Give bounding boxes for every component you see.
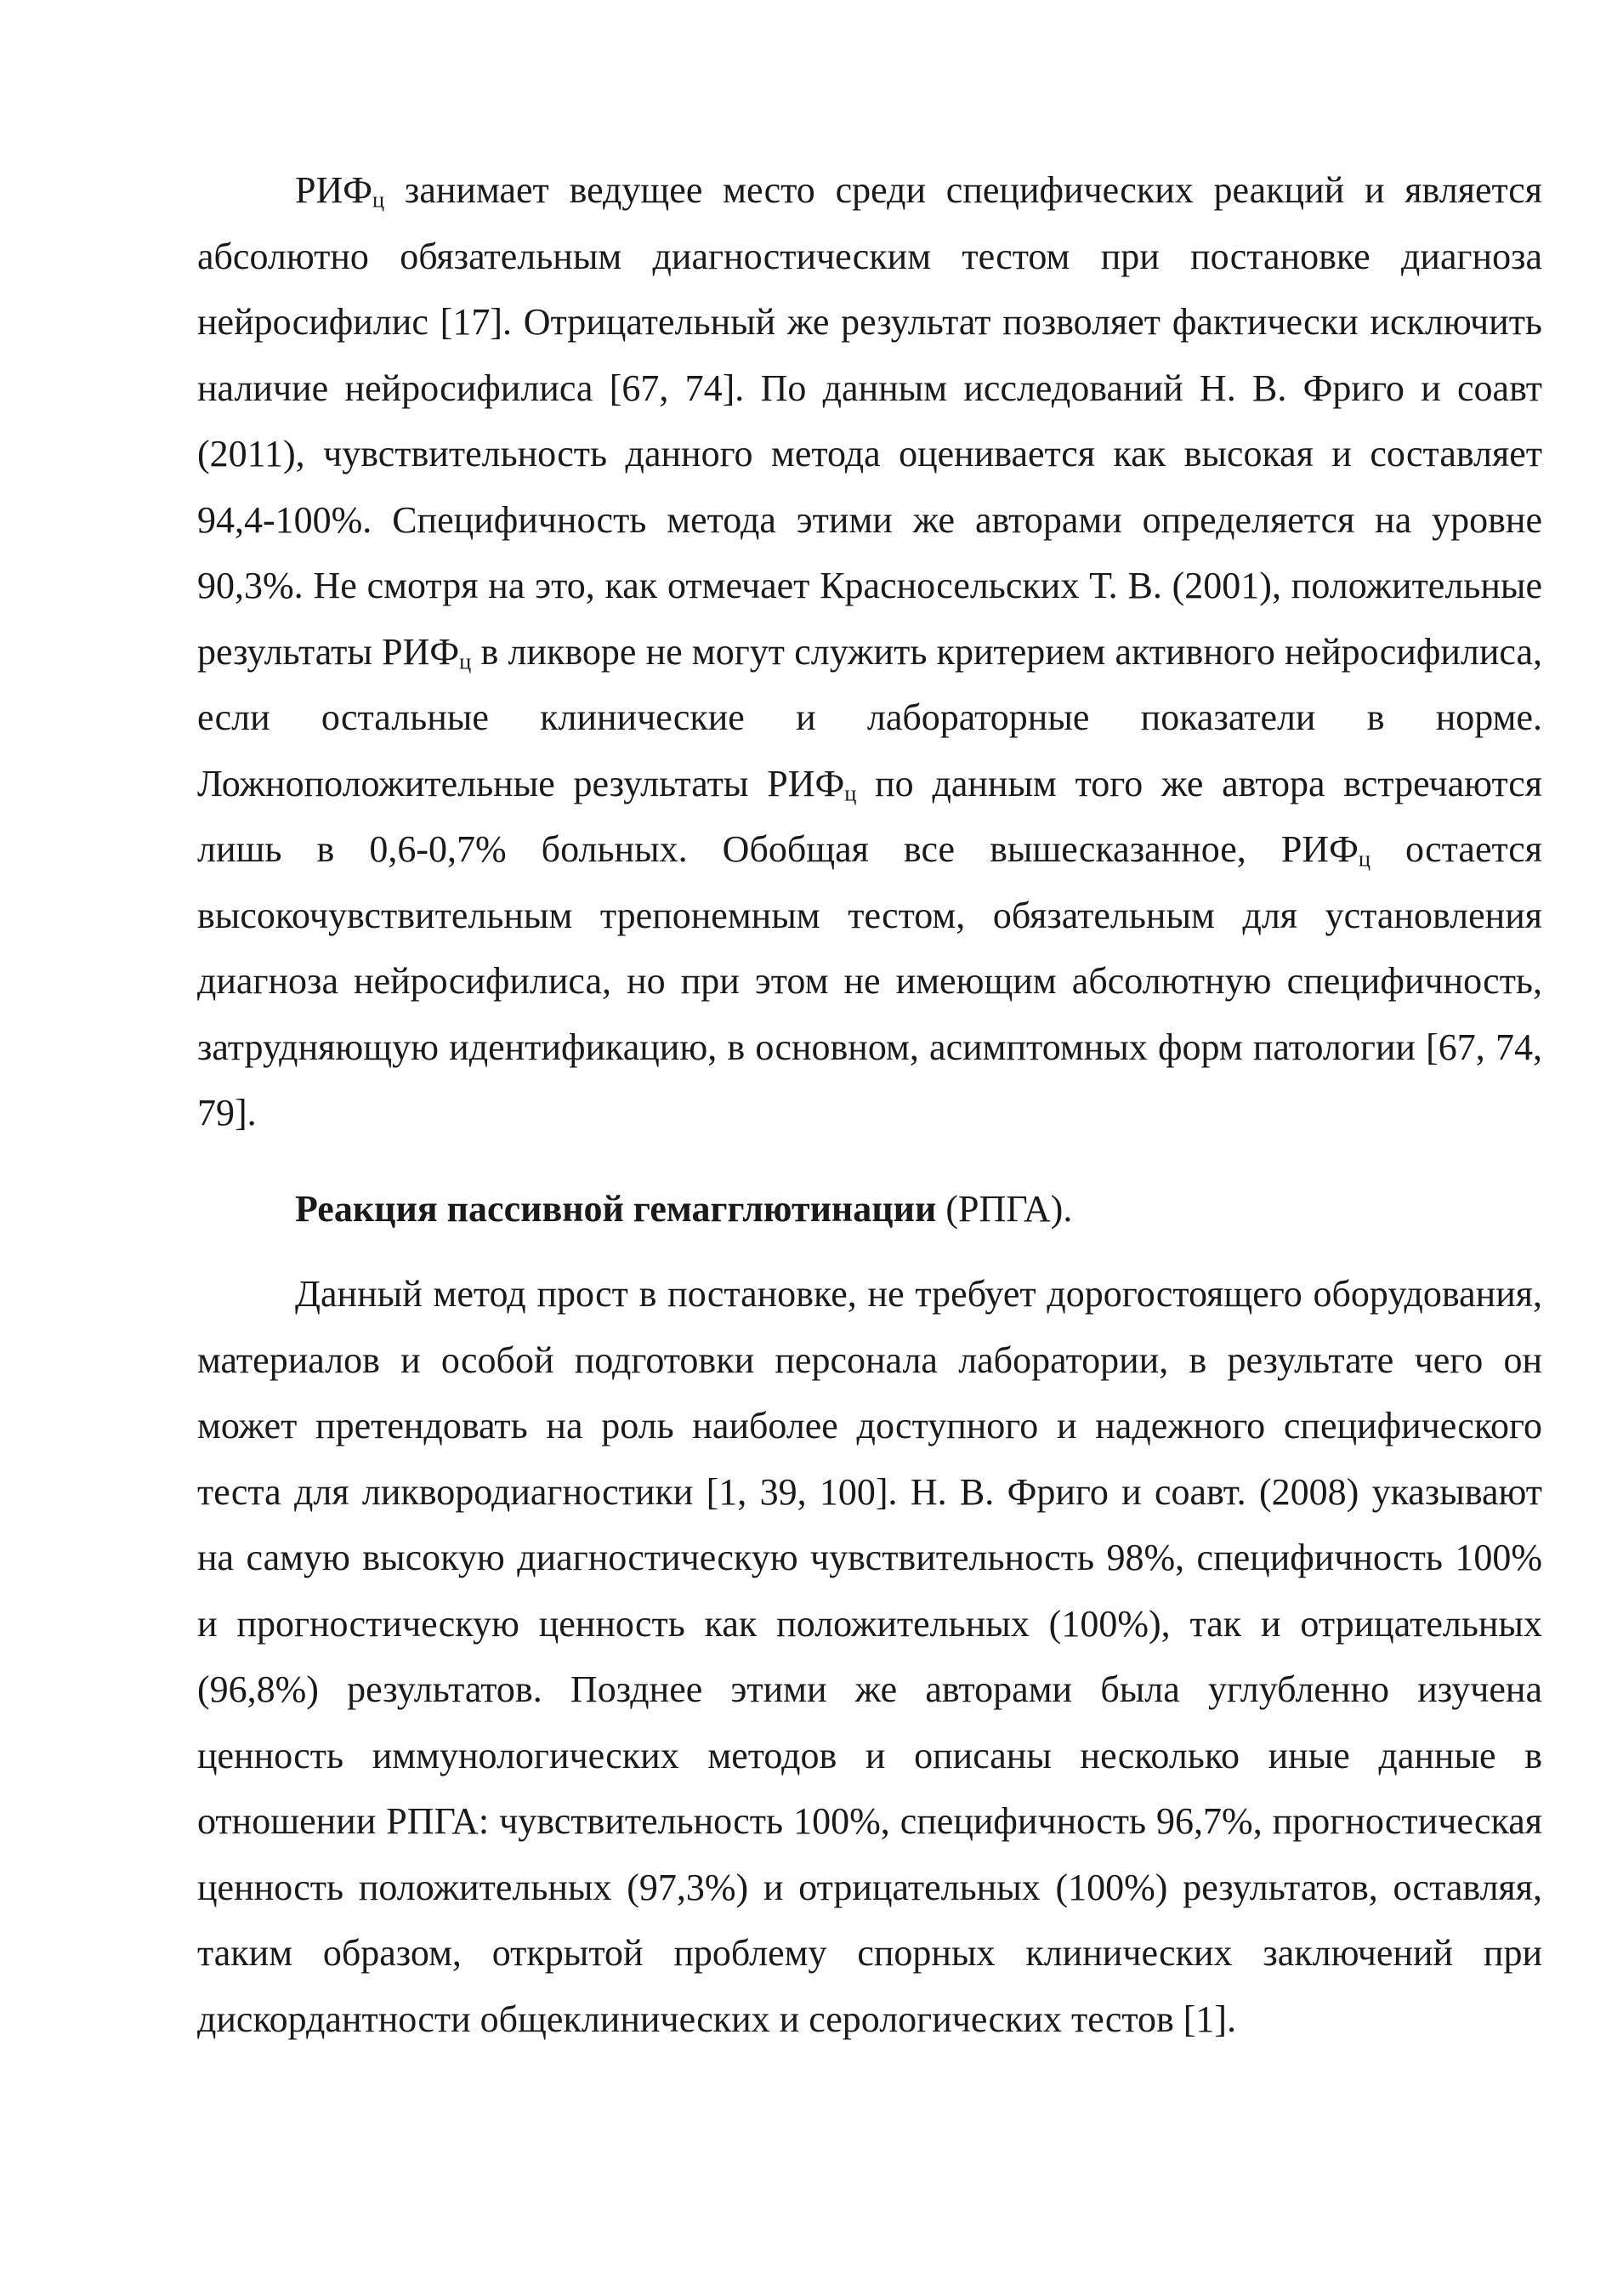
- rif-term: РИФ: [767, 762, 845, 804]
- text-run: остается высокочувствительным трепонемным тестом, обязательным для установления диагноза нейросифилиса, но при этом не имеющим абсолютную специфичность, затрудняющую идентификацию, в основном, асимптомных форм патологии [67, 74, 79].: [197, 828, 1543, 1134]
- heading-text: [197, 1176, 1542, 1242]
- rif-subscript: ц: [844, 779, 857, 805]
- rif-term: РИФ: [1280, 828, 1359, 870]
- paragraph-rif: [197, 157, 1542, 1146]
- text-run: занимает ведущее место среди специфических реакций и является абсолютно обязательным диагностическим тестом при постановке диагноза нейросифилис [17]. Отрицательный же результат позволяет фактически исключить наличие нейросифилиса [67, 74]. По данным исследований Н. В. Фриго и соавт (2011), чувствительность данного метода оценивается как высокая и составляет 94,4-100%. Специфичность метода этими же авторами определяется на уровне 90,3%. Не смотря на это, как отмечает Красносельских Т. В. (2001), положительные результаты: [197, 169, 1542, 673]
- paragraph-rpga: [197, 1261, 1542, 2052]
- rif-subscript: ц: [459, 647, 472, 673]
- section-heading: [197, 1176, 1542, 1242]
- text-run: в ликворе не могут служить критерием активного нейросифилиса, если остальные клинические и лабораторные показатели в норме. Ложноположительные результаты: [197, 630, 1543, 804]
- text-run: по данным того же автора встречаются лишь в 0,6-0,7% больных. Обобщая все вышесказанное,: [197, 762, 1542, 870]
- rif-term: РИФ: [382, 630, 460, 673]
- heading-rest: (РПГА).: [936, 1188, 1073, 1230]
- paragraph-text: Данный метод прост в постановке, не требует дорогостоящего оборудования, материалов и особой подготовки персонала лаборатории, в результате чего он может претендовать на роль наиболее доступного и надежного специфического теста для ликвородиагностики [1, 39, 100]. Н. В. Фриго и соавт. (2008) указывают на самую высокую диагностическую чувствительность 98%, специфичность 100% и прогностическую ценность как положительных (100%), так и отрицательных (96,8%) результатов. Позднее этими же авторами была углубленно изучена ценность иммунологических методов и описаны несколько иные данные в отношении РПГА: чувствительность 100%, специфичность 96,7%, прогностическая ценность положительных (97,3%) и отрицательных (100%) результатов, оставляя, таким образом, открытой проблему спорных клинических заключений при дискордантности общеклинических и серологических тестов [1].: [197, 1273, 1542, 2040]
- rif-subscript: ц: [372, 186, 385, 213]
- rif-subscript: ц: [1358, 845, 1370, 872]
- paragraph-text: [197, 157, 1542, 1146]
- heading-bold: Реакция пассивной гемагглютинации: [295, 1188, 937, 1230]
- rif-term: РИФ: [295, 169, 373, 211]
